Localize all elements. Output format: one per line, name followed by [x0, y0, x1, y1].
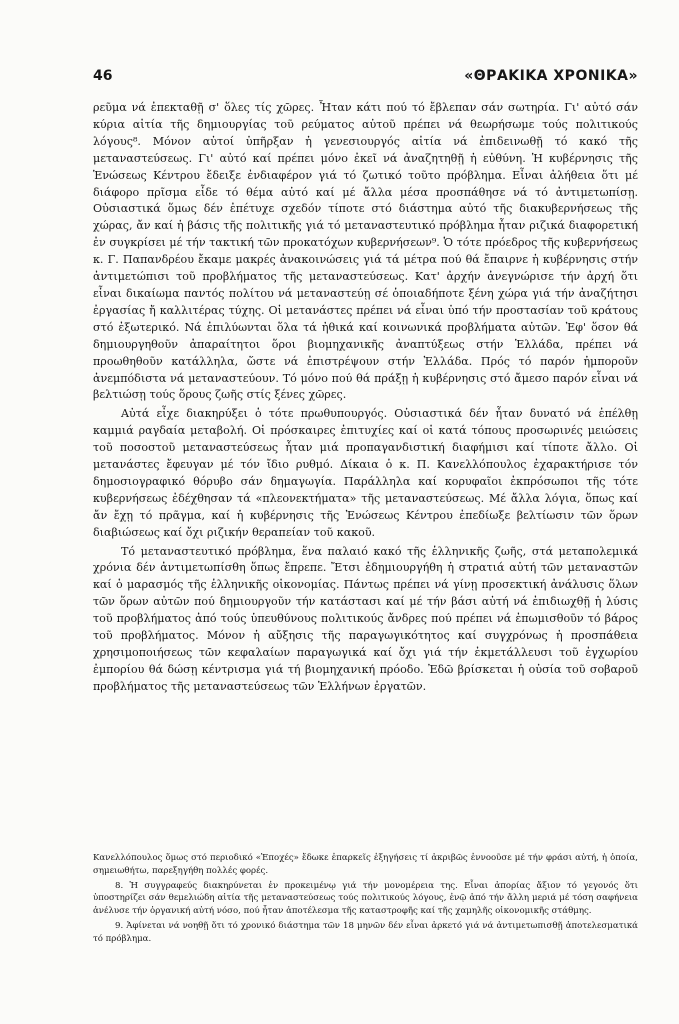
main-text	[93, 100, 638, 698]
running-title: «ΘΡΑΚΙΚΑ ΧΡΟΝΙΚΑ»	[464, 68, 638, 84]
page-number: 46	[93, 68, 113, 84]
paragraph-2: Αὐτά εἶχε διακηρύξει ὁ τότε πρωθυπουργός. Οὐσιαστικά δέν ἦταν δυνατό νά ἐπέλθῃ καμμιά ραγδαία μεταβολή. Οἱ πρόσκαιρες ἐπιτυχίες καί οἱ κατά τόπους προσωρινές μειώσεις τοῦ ποσοστοῦ μεταναστεύσεως ἦταν μιά προπαγανδιστική διαφήμισι καί τίποτε ἄλλο. Οἱ μετανάστες ἔφευγαν μέ τόν ἴδιο ρυθμό. Δίκαια ὁ κ. Π. Κανελλόπουλος ἐχαρακτήρισε τόν δημοσιογραφικό θόρυβο σάν δημαγωγία. Παράλληλα καί κορυφαῖοι ἐκπρόσωποι τῆς τότε κυβερνήσεως ἐδέχθησαν τά «πλεονεκτήματα» τῆς μεταναστεύσεως. Μέ ἄλλα λόγια, ὅπως καί ἄν ἔχῃ τό πρᾶγμα, καί ἡ κυβέρνησις τῆς Ἑνώσεως Κέντρου ἐπεδίωξε βελτίωσιν τῶν ὅρων διαβιώσεως καί ὄχι ριζικήν θεραπείαν τοῦ κακοῦ.	[93, 407, 638, 539]
footnote-continued: Κανελλόπουλος ὅμως στό περιοδικό «Ἐποχές» ἔδωκε ἐπαρκεῖς ἐξηγήσεις τί ἀκριβῶς ἐννοοῦσε μέ τήν φράσι αὐτή, ἡ ὁποία, σημειωθήτω, παρεξηγήθη πολλές φορές.	[93, 853, 638, 876]
footnotes	[93, 852, 638, 948]
paragraph-3: Τό μεταναστευτικό πρόβλημα, ἕνα παλαιό κακό τῆς ἑλληνικῆς ζωῆς, στά μεταπολεμικά χρόνια δέν ἀντιμετωπίσθη ὅπως ἔπρεπε. Ἔτσι ἐδημιουργήθη ἡ στρατιά αὐτή τῶν μεταναστῶν καί ὁ μαρασμός τῆς ἑλληνικῆς οἰκονομίας. Πάντως πρέπει νά γίνῃ προσεκτική ἀνάλυσις ὅλων τῶν ὅρων αὐτῶν πού δημιουργοῦν τήν κατάστασι καί μέ τήν βάσι αὐτή νά ἐπιδιωχθῇ ἡ λύσις τοῦ προβλήματος ἀπό τούς ὑπευθύνους πολιτικούς ἄνδρες πού πρέπει νά ἐπωμισθοῦν τό βάρος τοῦ προβλήματος. Μόνον ἡ αὔξησις τῆς παραγωγικότητος καί συγχρόνως ἡ προσπάθεια χρησιμοποιήσεως τῶν κεφαλαίων παραγωγικά καί ὄχι γιά τήν ἐκμετάλλευσι τοῦ ἐγχωρίου ἐμπορίου θά δώσῃ κέντρισμα γιά τή βιομηχανική πρόοδο. Ἐδῶ βρίσκεται ἡ οὐσία τοῦ σοβαροῦ προβλήματος τῆς μεταναστεύσεως τῶν Ἑλλήνων ἐργατῶν.	[93, 544, 638, 693]
footnote-9: 9. Ἀφίνεται νά νοηθῇ ὅτι τό χρονικό διάστημα τῶν 18 μηνῶν δέν εἶναι ἀρκετό γιά νά ἀντιμετωπισθῇ ἀποτελεσματικά τό πρόβλημα.	[93, 920, 638, 944]
page-header	[93, 68, 638, 92]
footnote-8: 8. Ἡ συγγραφεύς διακηρύνεται ἐν προκειμένῳ γιά τήν μονομέρεια της. Εἶναι ἀπορίας ἄξιον τό γεγονός ὅτι ὑποστηρίζει σάν θεμελιώδη αἰτία τῆς μεταναστεύσεως τούς πολιτικούς λόγους, ἐνῷ ἀπό τήν ἄλλη μεριά μέ τόση σαφήνεια ἀνέλυσε τήν ὀργανική αὐτή νόσο, πού ἦταν ἀποτέλεσμα τῆς καταστροφῆς καί τῆς χαμηλῆς οἰκονομικῆς στάθμης.	[93, 880, 638, 917]
paragraph-1: ρεῦμα νά ἐπεκταθῇ σ' ὅλες τίς χῶρες. Ἦταν κάτι πού τό ἔβλεπαν σάν σωτηρία. Γι' αὐτό σάν κύρια αἰτία τῆς δημιουργίας τοῦ ρεύματος αὐτοῦ πρέπει νά θεωρήσωμε τούς πολιτικούς λόγους⁸. Μόνον αὐτοί ὑπῆρξαν ἡ γενεσιουργός αἰτία νά ἐπιδεινωθῇ τό κακό τῆς μεταναστεύσεως. Γι' αὐτό καί πρέπει μόνο ἐκεῖ νά ἀναζητηθῇ ἡ εὐθύνη. Ἡ κυβέρνησις τῆς Ἑνώσεως Κέντρου ἔδειξε ἐνδιαφέρον γιά τό ζωτικό τοῦτο πρόβλημα. Εἶναι ἀλήθεια ὅτι μέ διάφορο πρῖσμα εἶδε τό θέμα αὐτό καί μέ ἄλλα μέσα προσπάθησε νά τό ἀντιμετωπίσῃ. Οὐσιαστικά ὅμως δέν ἐπέτυχε σχεδόν τίποτε στό διάστημα αὐτό τῆς διακυβερνήσεως τῆς χώρας, ἄν καί ἡ βάσις τῆς πολιτικῆς γιά τό μεταναστευτικό πρόβλημα ἦταν ριζικά διαφορετική ἐν συγκρίσει μέ τήν τακτική τῶν προκατόχων κυβερνήσεων⁹. Ὁ τότε πρόεδρος τῆς κυβερνήσεως κ. Γ. Παπανδρέου ἔκαμε μακρές ἀνακοινώσεις γιά τά μέτρα πού θά ἔπαιρνε ἡ κυβέρνησις στήν ἀντιμετώπισι τοῦ προβλήματος τῆς μεταναστεύσεως. Κατ' ἀρχήν ἀνεγνώρισε τήν ἀρχή ὅτι εἶναι δικαίωμα παντός πολίτου νά μεταναστεύῃ σέ ὁποιαδήποτε ξένη χώρα γιά τήν ἀναζήτησι ἐργασίας ἤ καλλιτέρας τύχης. Οἱ μετανάστες πρέπει νά εἶναι ὑπό τήν προστασίαν τοῦ κράτους στό ἐξωτερικό. Νά ἐπιλύωνται ὅλα τά ἠθικά καί κοινωνικά προβλήματα αὐτῶν. Ἐφ' ὅσον θά δημιουργηθοῦν ἀπαραίτητοι ὅροι βιομηχανικῆς ἀναπτύξεως στήν Ἑλλάδα, πρέπει νά προωθηθοῦν κατάλληλα, ὥστε νά ἐπιστρέψουν στήν Ἑλλάδα. Πρός τό παρόν ἠμποροῦν ἀνεμπόδιστα νά μεταναστεύουν. Τό μόνο πού θά πράξῃ ἡ κυβέρνησις στό ἄμεσο παρόν εἶναι νά βελτιώσῃ τούς ὅρους ζωῆς στίς ξένες χῶρες.	[93, 101, 638, 402]
